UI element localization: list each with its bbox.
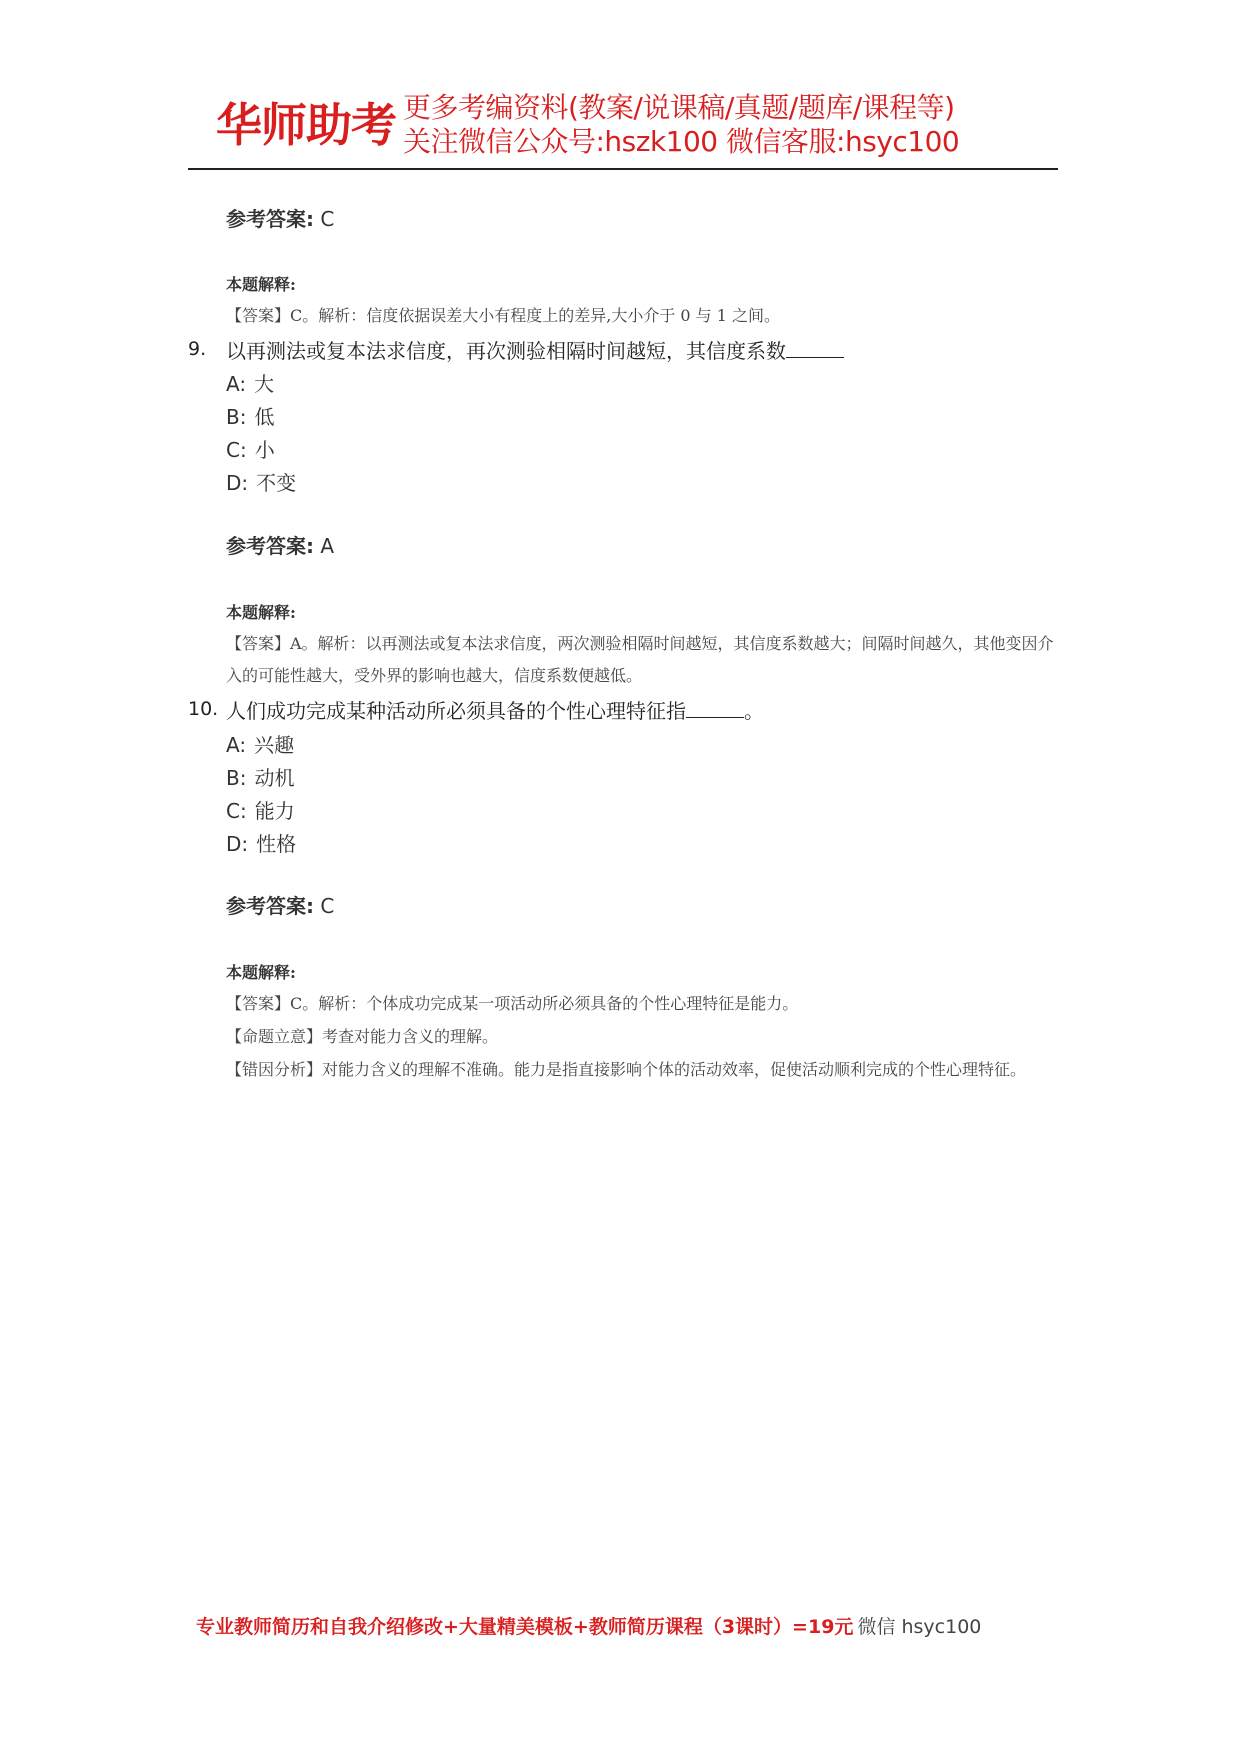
question-number-10: 10. — [188, 698, 219, 720]
option-key: D: — [226, 471, 249, 495]
explanation-label-9: 本题解释: — [226, 603, 296, 622]
option-10-b — [226, 762, 294, 791]
question-stem: 以再测法或复本法求信度，再次测验相隔时间越短，其信度系数 — [226, 339, 786, 363]
question-number-9: 9. — [188, 338, 207, 360]
option-10-d — [226, 828, 296, 857]
header-divider — [188, 168, 1058, 170]
option-value: 小 — [254, 438, 275, 462]
option-10-a — [226, 729, 294, 758]
question-text-9 — [226, 335, 844, 364]
question-suffix: 。 — [744, 699, 764, 723]
footer-promo-text: 专业教师简历和自我介绍修改+大量精美模板+教师简历课程（3课时）=19元 — [196, 1616, 854, 1638]
option-9-a — [226, 368, 274, 397]
explanation-10-line-1: 【答案】C。解析：个体成功完成某一项活动所必须具备的个性心理特征是能力。 — [226, 994, 799, 1013]
answer-label: 参考答案: — [226, 534, 314, 558]
option-9-d — [226, 467, 296, 496]
option-key: D: — [226, 832, 249, 856]
option-key: A: — [226, 733, 247, 757]
option-value: 能力 — [254, 799, 295, 823]
option-value: 不变 — [256, 471, 297, 495]
option-9-b — [226, 401, 274, 430]
answer-8 — [226, 203, 334, 232]
brand-logo: 华师助考 — [216, 98, 396, 152]
option-value: 大 — [254, 372, 275, 396]
option-value: 动机 — [254, 766, 295, 790]
explanation-label-8: 本题解释: — [226, 275, 296, 294]
option-value: 低 — [254, 405, 275, 429]
banner-line-2: 关注微信公众号:hszk100 微信客服:hsyc100 — [403, 125, 960, 158]
explanation-9-line-1: 【答案】A。解析：以再测法或复本法求信度，两次测验相隔时间越短，其信度系数越大；间隔时间越久，其他变因介入的可能性越大，受外界的影响也越大，信度系数便越低。 — [226, 634, 1054, 685]
banner-line-1: 更多考编资料(教案/说课稿/真题/题库/课程等) — [403, 91, 955, 124]
answer-label: 参考答案: — [226, 894, 314, 918]
option-9-c — [226, 434, 275, 463]
option-value: 兴趣 — [254, 733, 295, 757]
answer-10 — [226, 890, 334, 919]
answer-value: C — [320, 207, 335, 231]
answer-9 — [226, 530, 334, 559]
question-text-10 — [226, 695, 764, 724]
footer-promo — [196, 1612, 981, 1639]
header-banner — [188, 88, 1058, 166]
explanation-10-line-3: 【错因分析】对能力含义的理解不准确。能力是指直接影响个体的活动效率，促使活动顺利完成的个性心理特征。 — [226, 1060, 1027, 1079]
question-stem: 人们成功完成某种活动所必须具备的个性心理特征指 — [226, 699, 686, 723]
explanation-10-line-2: 【命题立意】考查对能力含义的理解。 — [226, 1027, 499, 1046]
answer-value: C — [320, 894, 335, 918]
option-10-c — [226, 795, 295, 824]
option-value: 性格 — [256, 832, 297, 856]
footer-contact: 微信 hsyc100 — [857, 1616, 982, 1638]
explanation-8-line-1: 【答案】C。解析：信度依据误差大小有程度上的差异,大小介于 0 与 1 之间。 — [226, 306, 781, 325]
answer-label: 参考答案: — [226, 207, 314, 231]
answer-value: A — [320, 534, 335, 558]
option-key: C: — [226, 438, 247, 462]
answer-blank — [786, 339, 844, 358]
option-key: A: — [226, 372, 247, 396]
explanation-label-10: 本题解释: — [226, 963, 296, 982]
option-key: B: — [226, 405, 247, 429]
option-key: C: — [226, 799, 247, 823]
answer-blank — [686, 699, 744, 718]
option-key: B: — [226, 766, 247, 790]
